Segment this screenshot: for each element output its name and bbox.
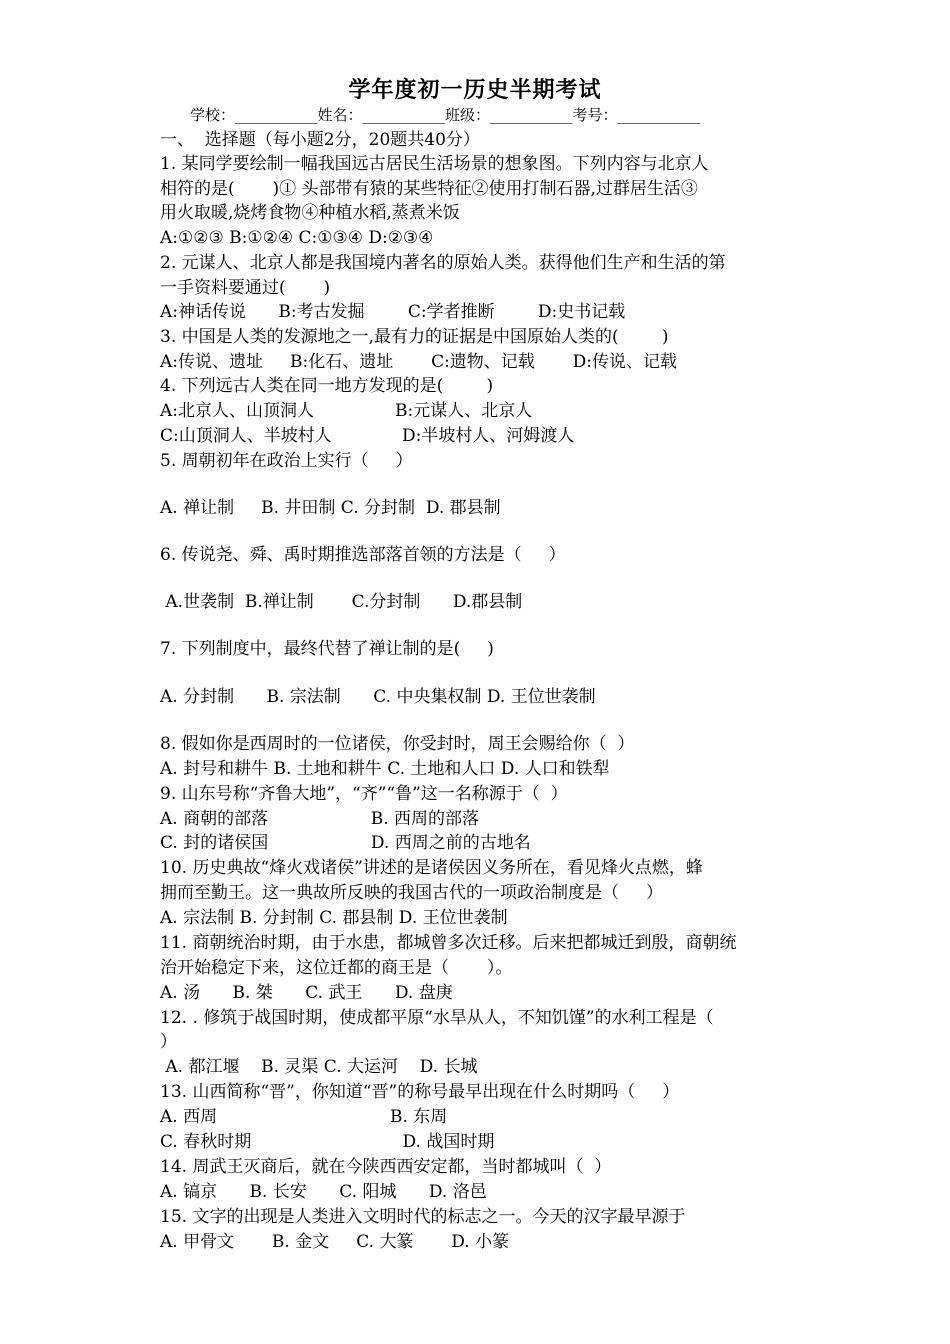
question-line: 9. 山东号称“齐鲁大地”，“齐”“鲁”这一名称源于（ ） bbox=[160, 784, 568, 804]
question-line: 6. 传说尧、舜、禹时期推选部落首领的方法是（ ） bbox=[160, 545, 566, 565]
question-line: A:神话传说 B:考古发掘 C:学者推断 D:史书记载 bbox=[160, 302, 626, 322]
question-line: A. 封号和耕牛 B. 土地和耕牛 C. 土地和人口 D. 人口和铁犁 bbox=[160, 759, 610, 779]
question-line: 12. . 修筑于战国时期，使成都平原“水旱从人，不知饥馑”的水利工程是（ bbox=[160, 1008, 714, 1028]
question-line: 2. 元谋人、北京人都是我国境内著名的原始人类。获得他们生产和生活的第 bbox=[160, 253, 726, 273]
question-line: 14. 周武王灭商后，就在今陕西西安定都，当时都城叫（ ） bbox=[160, 1157, 612, 1177]
question-line: 10. 历史典故“烽火戏诸侯”讲述的是诸侯因义务所在，看见烽火点燃，蜂 bbox=[160, 858, 703, 878]
question-line: A. 商朝的部落 B. 西周的部落 bbox=[160, 809, 480, 829]
question-line: 治开始稳定下来，这位迁都的商王是（ ）。 bbox=[160, 958, 513, 978]
question-line: 11. 商朝统治时期，由于水患，都城曾多次迁移。后来把都城迁到殷，商朝统 bbox=[160, 933, 737, 953]
question-line: C. 春秋时期 D. 战国时期 bbox=[160, 1132, 495, 1152]
question-line: 15. 文字的出现是人类进入文明时代的标志之一。今天的汉字最早源于 bbox=[160, 1207, 686, 1227]
question-line: 一手资料要通过( ) bbox=[160, 278, 331, 298]
question-line: A. 禅让制 B. 井田制 C. 分封制 D. 郡县制 bbox=[160, 498, 501, 518]
question-line: 5. 周朝初年在政治上实行（ ） bbox=[160, 451, 413, 471]
question-line: A. 都江堰 B. 灵渠 C. 大运河 D. 长城 bbox=[160, 1057, 478, 1077]
question-line: A:①②③ B:①②④ C:①③④ D:②③④ bbox=[160, 228, 434, 248]
question-line: C. 封的诸侯国 D. 西周之前的古地名 bbox=[160, 833, 531, 853]
question-line: A. 分封制 B. 宗法制 C. 中央集权制 D. 王位世袭制 bbox=[160, 687, 596, 707]
question-line: A. 甲骨文 B. 金文 C. 大篆 D. 小篆 bbox=[160, 1232, 510, 1252]
question-line: A. 西周 B. 东周 bbox=[160, 1107, 448, 1127]
section-heading: 一、 选择题（每小题2分，20题共40分） bbox=[160, 130, 480, 150]
question-line: A. 宗法制 B. 分封制 C. 郡县制 D. 王位世袭制 bbox=[160, 908, 508, 928]
question-line: 4. 下列远古人类在同一地方发现的是( ) bbox=[160, 376, 494, 396]
question-line: 3. 中国是人类的发源地之一,最有力的证据是中国原始人类的( ) bbox=[160, 327, 669, 347]
question-line: A.世袭制 B.禅让制 C.分封制 D.郡县制 bbox=[160, 592, 523, 612]
question-line: 1. 某同学要绘制一幅我国远古居民生活场景的想象图。下列内容与北京人 bbox=[160, 154, 709, 174]
question-line: A. 镐京 B. 长安 C. 阳城 D. 洛邑 bbox=[160, 1182, 487, 1202]
question-line: C:山顶洞人、半坡村人 D:半坡村人、河姆渡人 bbox=[160, 426, 575, 446]
question-line: ） bbox=[160, 1032, 177, 1052]
question-line: 8. 假如你是西周时的一位诸侯，你受封时，周王会赐给你（ ） bbox=[160, 734, 635, 754]
student-info-line: 学校：___________姓名：___________班级：___________考号：___________ bbox=[190, 106, 701, 124]
exam-title: 学年度初一历史半期考试 bbox=[348, 78, 602, 103]
question-line: A. 汤 B. 桀 C. 武王 D. 盘庚 bbox=[160, 983, 453, 1003]
question-line: A:北京人、山顶洞人 B:元谋人、北京人 bbox=[160, 401, 533, 421]
question-line: 13. 山西简称“晋”，你知道“晋”的称号最早出现在什么时期吗（ ） bbox=[160, 1082, 680, 1102]
question-line: 拥而至勤王。这一典故所反映的我国古代的一项政治制度是（ ） bbox=[160, 883, 664, 903]
question-line: 用火取暖,烧烤食物④种植水稻,蒸煮米饭 bbox=[160, 203, 460, 223]
question-line: 相符的是( )① 头部带有猿的某些特征②使用打制石器,过群居生活③ bbox=[160, 179, 698, 199]
question-line: 7. 下列制度中，最终代替了禅让制的是( ) bbox=[160, 639, 494, 659]
question-line: A:传说、遗址 B:化石、遗址 C:遗物、记载 D:传说、记载 bbox=[160, 352, 677, 372]
